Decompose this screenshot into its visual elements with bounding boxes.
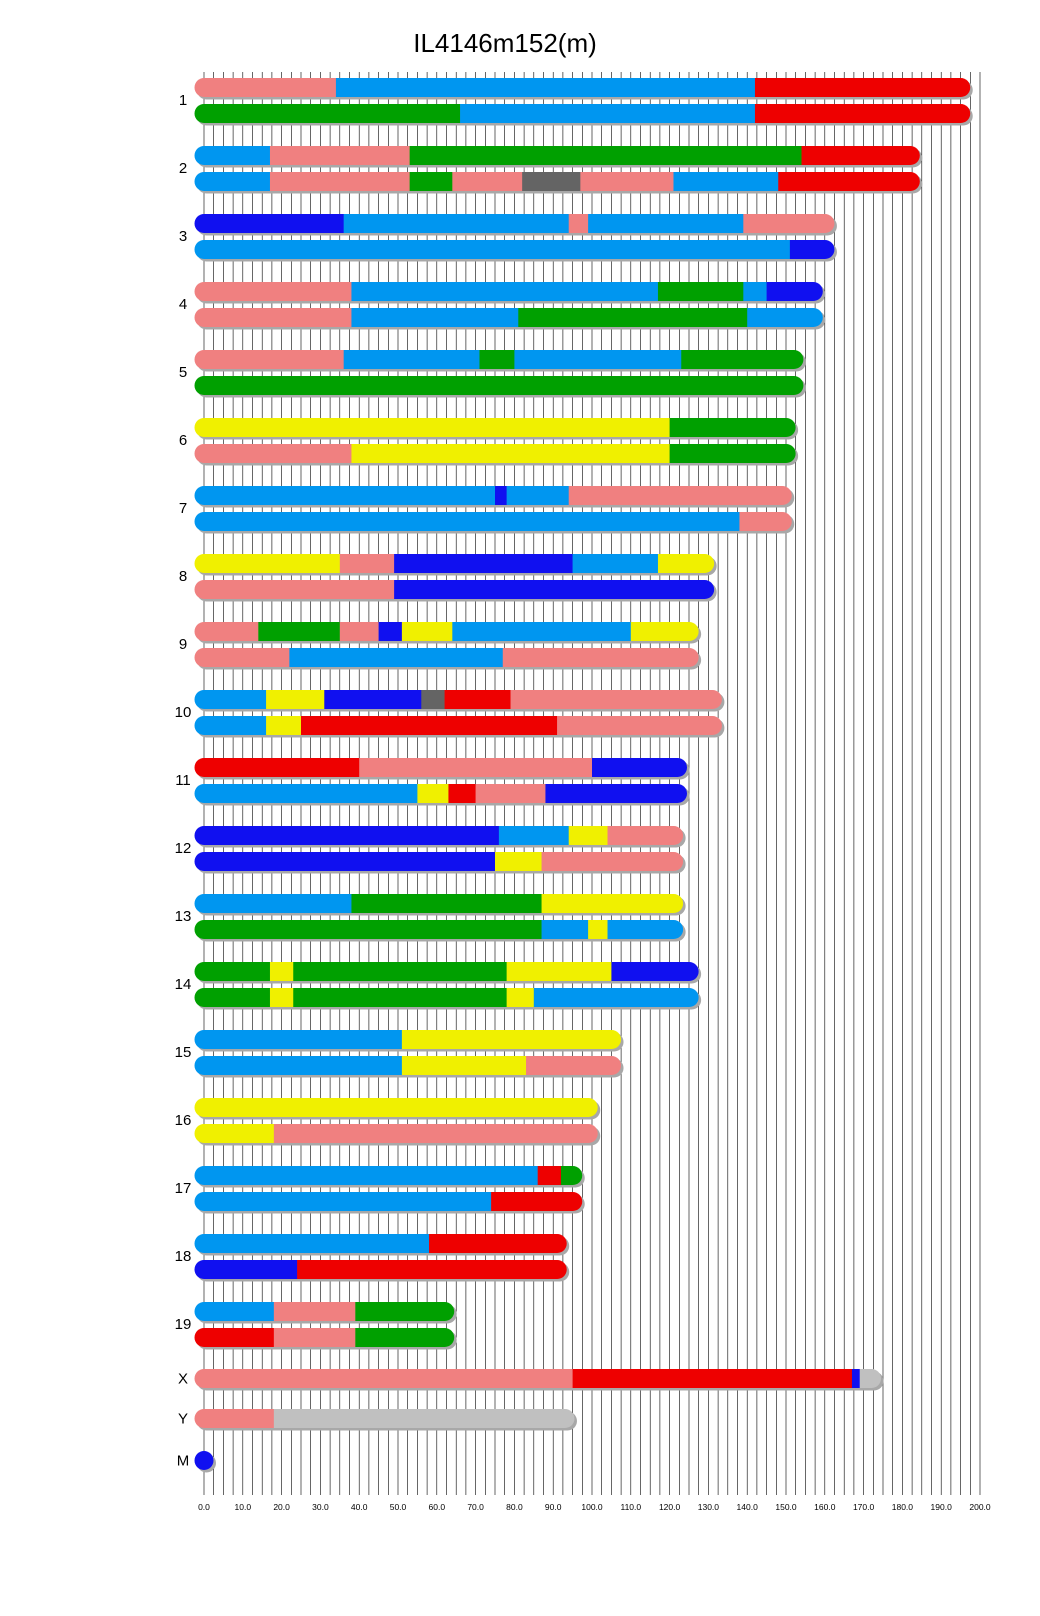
- x-tick-label: 20.0: [273, 1502, 290, 1512]
- segment-B: [542, 920, 589, 939]
- segment-A: [274, 1328, 356, 1347]
- x-tick-label: 70.0: [467, 1502, 484, 1512]
- segment-B: [344, 214, 569, 233]
- chromosome-2: [179, 146, 922, 194]
- chromosome-label: 3: [178, 228, 188, 245]
- segment-C: [445, 690, 511, 709]
- segment-A: [195, 580, 395, 599]
- x-tick-label: 30.0: [312, 1502, 329, 1512]
- segment-E: [324, 690, 421, 709]
- segments: [195, 1328, 455, 1347]
- haplotype-bar: [195, 784, 690, 806]
- segment-A: [542, 852, 684, 871]
- chromosome-13: [175, 894, 686, 942]
- x-tick-label: 50.0: [389, 1502, 407, 1512]
- segment-F: [631, 622, 699, 641]
- chromosome-3: [179, 214, 837, 262]
- segment-B: [195, 1192, 492, 1211]
- chromosome-12: [175, 826, 686, 874]
- segment-F: [495, 852, 542, 871]
- chromosome-10: [175, 690, 725, 738]
- x-tick-label: 60.0: [428, 1502, 446, 1512]
- segments: [195, 78, 971, 97]
- haplotype-bar: [195, 240, 837, 262]
- segment-C: [755, 78, 971, 97]
- chromosome-16: [175, 1098, 601, 1146]
- segments: [195, 758, 688, 777]
- haplotype-bar: [195, 622, 702, 644]
- segment-D: [258, 622, 340, 641]
- chromosome-label: 1: [178, 92, 188, 109]
- haplotype-bar: [195, 1166, 585, 1188]
- segment-B: [460, 104, 755, 123]
- segment-B: [195, 172, 271, 191]
- segments: [195, 852, 684, 871]
- segment-A: [274, 1302, 356, 1321]
- haplotype-bar: [195, 1124, 601, 1146]
- segment-B: [195, 240, 791, 259]
- segment-E: [767, 282, 824, 301]
- segment-B: [195, 1056, 403, 1075]
- segment-C: [755, 104, 971, 123]
- segment-B: [289, 648, 503, 667]
- segment-F: [195, 1124, 275, 1143]
- chromosome-label: 15: [174, 1044, 192, 1061]
- segment-E: [195, 852, 496, 871]
- segment-E: [545, 784, 687, 803]
- segment-C: [491, 1192, 582, 1211]
- segment-F: [351, 444, 669, 463]
- segment-B: [195, 1302, 275, 1321]
- segments: [195, 1302, 455, 1321]
- segment-D: [518, 308, 747, 327]
- haplotype-bar: [195, 648, 702, 670]
- segment-D: [195, 104, 461, 123]
- segments: [195, 1056, 622, 1075]
- x-tick-label: 80.0: [506, 1502, 523, 1512]
- chromosome-label: 13: [174, 908, 192, 925]
- segment-F: [195, 1098, 599, 1117]
- x-tick-label: 200.0: [969, 1502, 991, 1512]
- segment-B: [195, 690, 267, 709]
- segment-A: [195, 308, 352, 327]
- haplotype-bar: [195, 78, 973, 100]
- segment-F: [542, 894, 684, 913]
- x-tick-label: 0.0: [198, 1502, 210, 1512]
- segment-D: [293, 988, 507, 1007]
- segment-B: [195, 146, 271, 165]
- segment-A: [452, 172, 522, 191]
- chromosome-label: M: [176, 1452, 190, 1470]
- x-tick-label: 120.0: [658, 1502, 681, 1512]
- segment-E: [394, 554, 573, 573]
- segment-C: [195, 1328, 275, 1347]
- haplotype-bar: [195, 1451, 217, 1473]
- segments: [195, 1030, 622, 1049]
- segments: [195, 622, 699, 641]
- segment-C: [297, 1260, 567, 1279]
- segment-A: [195, 622, 259, 641]
- segment-D: [355, 1328, 454, 1347]
- chromosome-label: X: [177, 1370, 189, 1388]
- segment-D: [195, 920, 542, 939]
- segment-A: [340, 554, 395, 573]
- segments: [195, 146, 921, 165]
- segment-E: [495, 486, 507, 505]
- segment-D: [658, 282, 744, 301]
- segments: [195, 214, 835, 233]
- segment-F: [402, 1030, 621, 1049]
- haplotype-bar: [195, 554, 717, 576]
- chromosome-label: 17: [174, 1180, 192, 1197]
- segment-C: [429, 1234, 567, 1253]
- segments: [195, 444, 796, 463]
- segment-F: [658, 554, 715, 573]
- segment-B: [534, 988, 699, 1007]
- chromosome-label: 18: [174, 1248, 192, 1265]
- segment-G: [522, 172, 581, 191]
- segment-A: [195, 282, 352, 301]
- segment-E: [852, 1369, 860, 1388]
- segment-D: [195, 376, 804, 395]
- segment-A: [608, 826, 684, 845]
- haplotype-bar: [195, 920, 686, 942]
- segment-B: [673, 172, 778, 191]
- segment-A: [557, 716, 722, 735]
- segment-F: [195, 554, 341, 573]
- x-tick-label: 190.0: [930, 1502, 952, 1512]
- haplotype-bar: [195, 418, 799, 440]
- segments: [195, 716, 723, 735]
- haplotype-bar: [195, 580, 717, 602]
- segments: [195, 1409, 575, 1428]
- segment-A: [569, 486, 792, 505]
- segments: [195, 486, 793, 505]
- segment-F: [266, 716, 301, 735]
- haplotype-bar: [195, 1234, 570, 1256]
- chromosome-label: 6: [178, 432, 188, 449]
- segment-B: [573, 554, 659, 573]
- x-tick-label: 10.0: [234, 1502, 252, 1512]
- chromosome-label: 14: [174, 976, 192, 993]
- segments: [195, 962, 699, 981]
- segment-A: [340, 622, 379, 641]
- chromosome-7: [179, 486, 794, 534]
- segment-E: [611, 962, 699, 981]
- segment-D: [561, 1166, 583, 1185]
- segments: [195, 648, 699, 667]
- segment-E: [195, 1260, 298, 1279]
- segment-A: [511, 690, 723, 709]
- chromosome-label: 9: [178, 636, 188, 653]
- segment-F: [266, 690, 325, 709]
- segments: [195, 1260, 568, 1279]
- segment-E: [195, 214, 344, 233]
- haplotype-bar: [195, 852, 686, 874]
- segment-A: [743, 214, 834, 233]
- segments: [195, 826, 684, 845]
- segment-B: [588, 214, 744, 233]
- chromosome-X: [178, 1369, 884, 1391]
- segment-E: [379, 622, 403, 641]
- segment-D: [351, 894, 541, 913]
- segment-C: [802, 146, 921, 165]
- chromosome-8: [179, 554, 717, 602]
- segment-D: [410, 146, 802, 165]
- segments: [195, 172, 921, 191]
- segment-B: [351, 282, 658, 301]
- segment-B: [336, 78, 755, 97]
- haplotype-bar: [195, 1302, 457, 1324]
- segment-H: [274, 1409, 575, 1428]
- segments: [195, 1098, 599, 1117]
- segment-A: [580, 172, 673, 191]
- chromosome-15: [175, 1030, 624, 1078]
- segment-F: [270, 988, 294, 1007]
- segment-D: [670, 418, 796, 437]
- chromosome-label: 19: [174, 1316, 192, 1333]
- segment-B: [195, 716, 267, 735]
- segments: [195, 1124, 599, 1143]
- segment-B: [195, 1234, 430, 1253]
- haplotype-bar: [195, 1409, 577, 1431]
- segment-H: [860, 1369, 882, 1388]
- haplotype-bar: [195, 1098, 601, 1120]
- x-tick-label: 140.0: [736, 1502, 758, 1512]
- chromosome-label: 11: [175, 772, 191, 789]
- segment-A: [569, 214, 589, 233]
- haplotype-bar: [195, 1192, 585, 1214]
- segment-A: [739, 512, 792, 531]
- chromosome-18: [175, 1234, 570, 1282]
- segment-B: [195, 784, 418, 803]
- haplotype-bar: [195, 988, 702, 1010]
- segment-F: [507, 962, 612, 981]
- haplotype-bar: [195, 826, 686, 848]
- segments: [195, 240, 835, 259]
- segment-B: [195, 1030, 403, 1049]
- x-tick-label: 110.0: [620, 1502, 642, 1512]
- segment-A: [270, 172, 410, 191]
- segment-A: [526, 1056, 621, 1075]
- haplotype-bar: [195, 1328, 457, 1350]
- segments: [195, 920, 684, 939]
- haplotype-bar: [195, 486, 795, 508]
- segment-C: [573, 1369, 853, 1388]
- haplotype-bar: [195, 1030, 624, 1052]
- haplotype-bar: [195, 690, 725, 712]
- haplotype-bar: [195, 214, 837, 236]
- segment-E: [790, 240, 835, 259]
- x-tick-label: 160.0: [814, 1502, 836, 1512]
- chromosome-5: [179, 350, 806, 398]
- haplotype-bar: [195, 758, 690, 780]
- segment-B: [351, 308, 518, 327]
- segment-B: [499, 826, 569, 845]
- segment-B: [507, 486, 569, 505]
- segment-B: [344, 350, 480, 369]
- chromosome-label: 7: [178, 500, 188, 517]
- segments: [195, 418, 796, 437]
- segment-E: [592, 758, 687, 777]
- segment-D: [670, 444, 796, 463]
- haplotype-bar: [195, 1260, 570, 1282]
- segments: [195, 1166, 583, 1185]
- segment-F: [588, 920, 608, 939]
- segments: [195, 554, 715, 573]
- segment-D: [410, 172, 453, 191]
- x-tick-label: 40.0: [350, 1502, 368, 1512]
- segment-D: [195, 988, 271, 1007]
- chromosome-label: 8: [178, 568, 188, 585]
- segments: [195, 690, 723, 709]
- chromosome-Y: [178, 1409, 577, 1431]
- haplotype-bar: [195, 894, 686, 916]
- haplotype-bar: [195, 146, 923, 168]
- x-tick-label: 150.0: [775, 1502, 797, 1512]
- segment-B: [743, 282, 767, 301]
- chromosome-label: 5: [178, 364, 188, 381]
- segment-D: [681, 350, 803, 369]
- segment-A: [195, 350, 344, 369]
- segment-D: [293, 962, 507, 981]
- segment-F: [402, 1056, 526, 1075]
- segment-E: [195, 826, 500, 845]
- segment-A: [195, 78, 337, 97]
- segment-G: [421, 690, 445, 709]
- segment-A: [274, 1124, 598, 1143]
- segments: [195, 894, 684, 913]
- haplotype-bar: [195, 172, 923, 194]
- chromosome-M: [177, 1451, 216, 1473]
- segment-B: [195, 512, 740, 531]
- chromosome-label: 16: [174, 1112, 192, 1129]
- chromosome-17: [175, 1166, 585, 1214]
- segment-B: [608, 920, 684, 939]
- segment-F: [569, 826, 608, 845]
- segment-C: [448, 784, 475, 803]
- haplotype-bar: [195, 308, 826, 330]
- segments: [195, 1192, 583, 1211]
- segment-C: [538, 1166, 562, 1185]
- haplotype-bar: [195, 1056, 624, 1078]
- segment-A: [195, 1369, 573, 1388]
- segment-E: [394, 580, 714, 599]
- chromosome-label: Y: [177, 1410, 189, 1428]
- segment-D: [355, 1302, 454, 1321]
- haplotype-bar: [195, 104, 973, 126]
- segments: [195, 308, 824, 327]
- segments: [195, 376, 804, 395]
- segment-D: [195, 962, 271, 981]
- haplotype-bar: [195, 350, 806, 372]
- segment-B: [452, 622, 631, 641]
- haplotype-bar: [195, 1369, 884, 1391]
- x-tick-label: 180.0: [891, 1502, 914, 1512]
- segment-B: [514, 350, 681, 369]
- chromosome-label: 4: [178, 296, 188, 313]
- chart-title: IL4146m152(m): [413, 28, 597, 58]
- segment-C: [301, 716, 557, 735]
- haplotype-bar: [195, 716, 725, 738]
- chromosome-14: [175, 962, 701, 1010]
- segment-A: [503, 648, 699, 667]
- segments: [195, 282, 824, 301]
- x-tick-label: 130.0: [697, 1502, 720, 1512]
- segments: [195, 104, 971, 123]
- x-tick-label: 90.0: [544, 1502, 562, 1512]
- chromosome-label: 10: [174, 704, 192, 721]
- segment-F: [507, 988, 534, 1007]
- segment-C: [778, 172, 920, 191]
- segment-A: [270, 146, 410, 165]
- x-tick-label: 170.0: [852, 1502, 875, 1512]
- segment-F: [402, 622, 453, 641]
- segments: [195, 1369, 882, 1388]
- chromosome-label: 12: [174, 840, 192, 857]
- segments: [195, 988, 699, 1007]
- segments: [195, 512, 793, 531]
- segment-A: [359, 758, 592, 777]
- segment-F: [270, 962, 294, 981]
- segment-C: [195, 758, 360, 777]
- segment-A: [195, 648, 290, 667]
- chromosome-19: [175, 1302, 457, 1350]
- segments: [195, 350, 804, 369]
- x-tick-label: 100.0: [581, 1502, 603, 1512]
- chromosome-9: [179, 622, 701, 670]
- segments: [195, 784, 688, 803]
- haplotype-bar: [195, 282, 826, 304]
- segment-F: [195, 418, 670, 437]
- chromosome-4: [179, 282, 825, 330]
- segment-F: [417, 784, 448, 803]
- haplotype-bar: [195, 444, 799, 466]
- segment-A: [195, 444, 352, 463]
- segment-B: [747, 308, 823, 327]
- segment-B: [195, 1166, 538, 1185]
- segment-B: [195, 486, 496, 505]
- segment-A: [195, 1409, 275, 1428]
- chromosome-label: 2: [178, 160, 188, 177]
- segment-A: [476, 784, 546, 803]
- segment-D: [479, 350, 514, 369]
- haplotype-bar: [195, 962, 702, 984]
- segments: [195, 1234, 568, 1253]
- segments: [195, 580, 715, 599]
- segment-B: [195, 894, 352, 913]
- haplotype-bar: [195, 512, 795, 534]
- haplotype-bar: [195, 376, 806, 398]
